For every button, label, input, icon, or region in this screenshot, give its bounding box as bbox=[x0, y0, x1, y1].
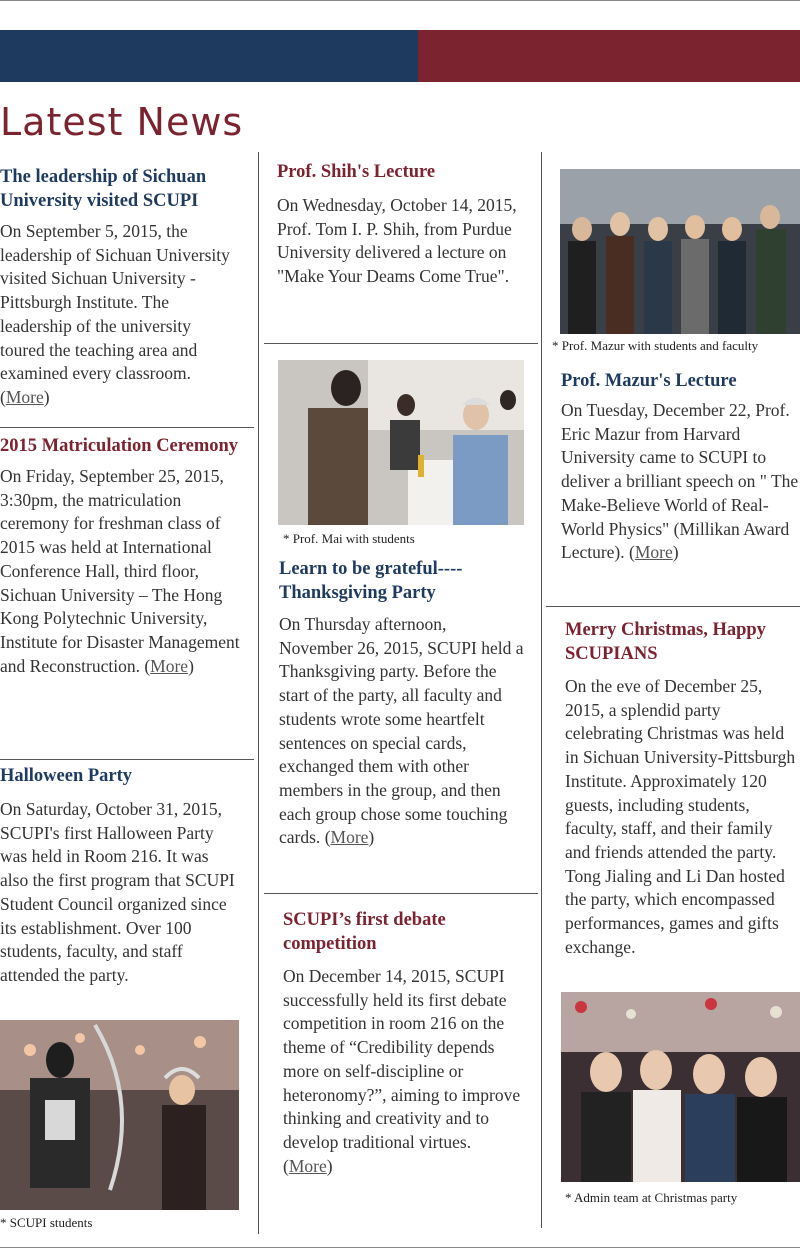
thanksgiving-photo bbox=[278, 360, 524, 525]
article-body: On September 5, 2015, the leadership of Sichuan University visited Sichuan University - Pittsburgh Institute. The leadership of the university toured the teaching area and examined every classroom. (More) bbox=[0, 221, 230, 407]
article-mazur bbox=[561, 369, 800, 565]
article-body: On Friday, September 25, 2015, 3:30pm, the matriculation ceremony for freshman class of 2015 was held at International Conference Hall, third floor, Sichuan University – The Hong Kong Polytechnic University, Institute for Disaster Management and Reconstruction. (More) bbox=[0, 466, 240, 676]
more-link[interactable]: More bbox=[330, 827, 369, 848]
article-title[interactable]: Learn to be grateful----Thanksgiving Party bbox=[279, 559, 463, 603]
article-title[interactable]: SCUPI’s first debate competition bbox=[283, 910, 446, 954]
photo-caption: * SCUPI students bbox=[0, 1215, 93, 1230]
section-divider bbox=[0, 759, 254, 760]
article-body: On December 14, 2015, SCUPI successfully held its first debate competition in room 216 on the theme of “Credibility depends more on self-discipline or heteronomy?”, aiming to improve thinking and creativity and to develop traditional virtues. (More) bbox=[283, 966, 521, 1176]
article-body: On Saturday, October 31, 2015, SCUPI's first Halloween Party was held in Room 216. It was also the first program that SCUPI Student Council organized since its establishment. Over 100 students, faculty, and staff attended the party. bbox=[0, 799, 235, 985]
article-title[interactable]: Merry Christmas, Happy SCUPIANS bbox=[565, 620, 766, 664]
article-title[interactable]: Prof. Mazur's Lecture bbox=[561, 371, 737, 391]
article-title[interactable]: 2015 Matriculation Ceremony bbox=[0, 436, 239, 456]
more-link[interactable]: More bbox=[634, 542, 673, 563]
christmas-photo bbox=[561, 992, 800, 1182]
section-divider bbox=[264, 893, 538, 894]
article-body: On Wednesday, October 14, 2015, Prof. Tom I. P. Shih, from Purdue University delivered a lecture on "Make Your Deams Come True". bbox=[277, 195, 517, 287]
more-link[interactable]: More bbox=[288, 1155, 327, 1176]
article-christmas bbox=[565, 618, 800, 959]
article-body: On Tuesday, December 22, Prof. Eric Mazur from Harvard University came to SCUPI to deliver a brilliant speech on " The Make-Believe World of Real-World Physics" (Millikan Award Lecture). (More) bbox=[561, 400, 799, 563]
halloween-photo bbox=[0, 1020, 239, 1210]
more-link[interactable]: More bbox=[150, 655, 189, 676]
banner-maroon-band bbox=[418, 30, 800, 82]
section-divider bbox=[264, 343, 538, 344]
banner-navy-band bbox=[0, 30, 418, 82]
page-title: Latest News bbox=[0, 100, 244, 144]
article-matriculation bbox=[0, 434, 240, 678]
article-body: On the eve of December 25, 2015, a splendid party celebrating Christmas was held in Sichuan University-Pittsburgh Institute. Approximately 120 guests, including students, faculty, staff, and their family and friends attended the party. Tong Jialing and Li Dan hosted the party, which encompassed performances, games and gifts exchange. bbox=[565, 676, 796, 957]
bottom-border bbox=[0, 1247, 800, 1248]
more-link[interactable]: More bbox=[5, 386, 44, 407]
article-title[interactable]: Halloween Party bbox=[0, 766, 133, 786]
article-shih bbox=[277, 160, 522, 289]
section-divider bbox=[0, 427, 254, 428]
article-body: On Thursday afternoon, November 26, 2015, SCUPI held a Thanksgiving party. Before the start of the party, all faculty and students wrote some heartfelt sentences on special cards, exchanged them with other members in the group, and then each group chose some touching cards. (More) bbox=[279, 614, 524, 848]
section-divider bbox=[546, 606, 800, 607]
article-thanksgiving bbox=[279, 557, 524, 850]
article-halloween bbox=[0, 764, 240, 988]
article-debate bbox=[283, 908, 523, 1178]
article-title[interactable]: The leadership of Sichuan University visited SCUPI bbox=[0, 167, 207, 211]
photo-caption: * Admin team at Christmas party bbox=[565, 1190, 738, 1205]
article-title[interactable]: Prof. Shih's Lecture bbox=[277, 162, 436, 182]
photo-caption: * Prof. Mai with students bbox=[283, 531, 415, 546]
column-divider bbox=[541, 152, 542, 1228]
column-divider bbox=[258, 152, 259, 1234]
mazur-photo bbox=[560, 169, 800, 334]
top-border bbox=[0, 0, 800, 1]
photo-caption: * Prof. Mazur with students and faculty bbox=[552, 338, 759, 353]
article-leadership bbox=[0, 165, 240, 410]
